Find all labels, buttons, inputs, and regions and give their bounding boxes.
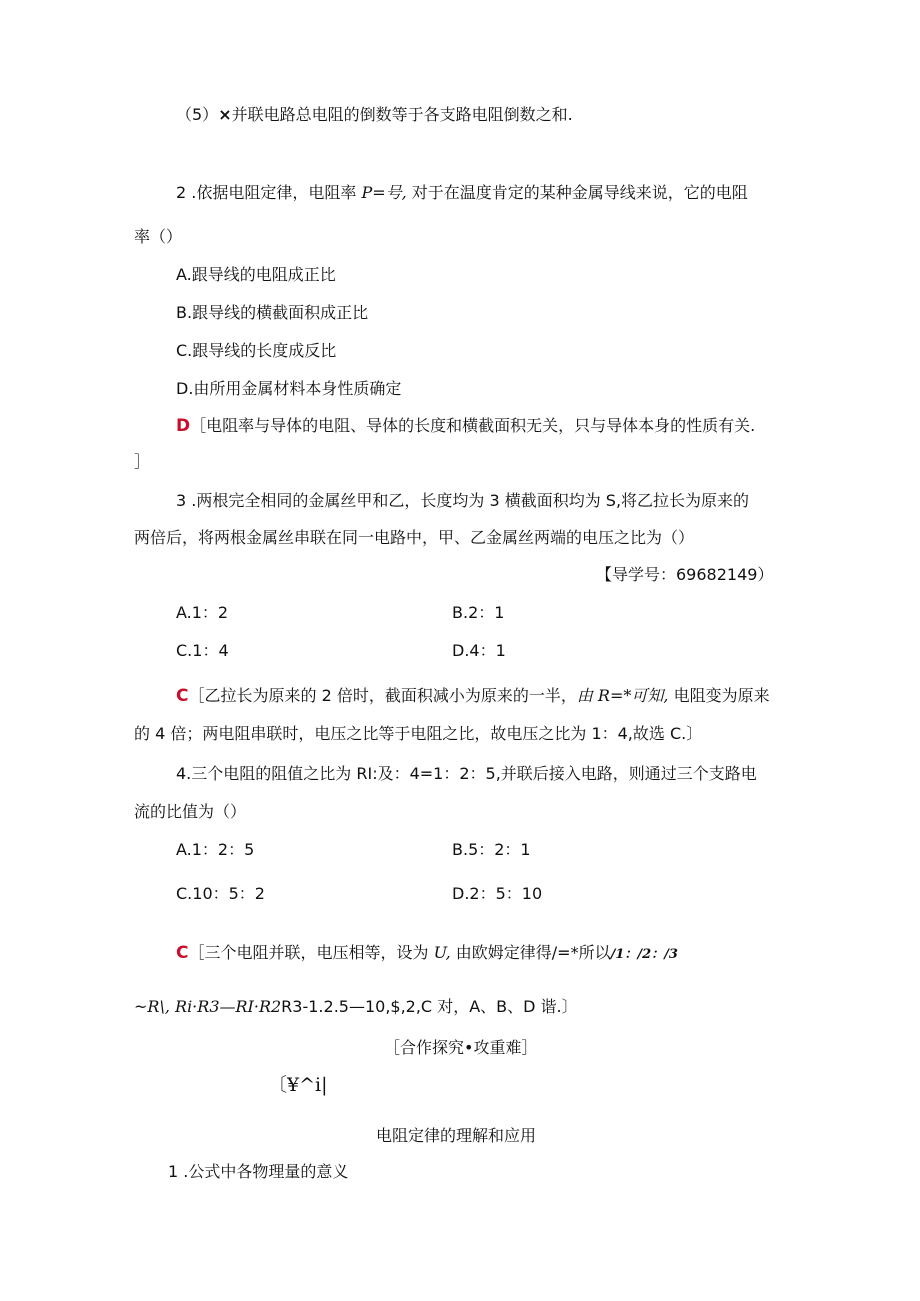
item-5-prefix: （5） <box>176 105 219 124</box>
q2-stem-cont: 率（） <box>134 227 183 246</box>
guide-number: 【导学号：69682149） <box>596 565 774 584</box>
q2-explanation-text: ［电阻率与导体的电阻、导体的长度和横截面积无关，只与导体本身的性质有关. <box>190 416 756 435</box>
q3-explanation-2: 的 4 倍；两电阻串联时，电压之比等于电阻之比，故电压之比为 1：4,故选 C.〕 <box>134 724 703 743</box>
q2-explanation-end: ］ <box>134 452 151 471</box>
point-1: 1 .公式中各物理量的意义 <box>168 1162 349 1181</box>
q4-option-a: A.1：2：5 <box>176 840 255 859</box>
q4-explanation-2 <box>134 997 578 1017</box>
item-5 <box>176 105 573 125</box>
q4-formula: ~R\, Ri·R3—RI·R2 <box>134 997 282 1016</box>
q4-stem-2: 流的比值为（） <box>134 802 247 821</box>
q2-stem-text: 2 .依据电阻定律，电阻率 <box>176 183 362 202</box>
q2-option-c: C.跟导线的长度成反比 <box>176 341 337 360</box>
q3-stem-1: 3 .两根完全相同的金属丝甲和乙，长度均为 3 横截面积均为 S,将乙拉长为原来的 <box>176 491 750 510</box>
q4-option-b: B.5：2：1 <box>452 840 531 859</box>
q4-variable-u: U, <box>433 943 451 962</box>
q2-stem <box>176 183 748 203</box>
q3-option-a: A.1：2 <box>176 603 229 622</box>
q2-answer: D <box>176 416 191 436</box>
q4-explanation-text-3: R3-1.2.5—10,$,2,C 对，A、B、D 谐.〕 <box>281 997 578 1016</box>
q4-current-ratio: /1：/2：/3 <box>610 947 678 962</box>
q2-stem-text-2: 对于在温度肯定的某种金属导线来说，它的电阻 <box>406 183 748 202</box>
q3-formula: 由 R=*可知, <box>576 686 669 705</box>
q4-explanation-text: ［三个电阻并联，电压相等，设为 <box>188 943 434 962</box>
q3-answer: C <box>176 686 189 706</box>
q2-option-d: D.由所用金属材料本身性质确定 <box>176 379 402 398</box>
q3-option-c: C.1：4 <box>176 641 229 660</box>
q2-formula: P=号, <box>361 183 407 202</box>
q3-option-b: B.2：1 <box>452 603 505 622</box>
q3-explanation-text-2: 电阻变为原来 <box>668 686 770 705</box>
section-subtitle: 电阻定律的理解和应用 <box>376 1126 537 1145</box>
q2-option-b: B.跟导线的横截面积成正比 <box>176 303 369 322</box>
section-mark: 〔¥^i| <box>268 1074 328 1096</box>
q2-option-a: A.跟导线的电阻成正比 <box>176 265 336 284</box>
item-5-text: 并联电路总电阻的倒数等于各支路电阻倒数之和. <box>231 105 573 124</box>
q3-stem-2: 两倍后，将两根金属丝串联在同一电路中，甲、乙金属丝两端的电压之比为（） <box>134 528 695 547</box>
q4-explanation-text-2: 由欧姆定律得/=*所以 <box>450 943 611 962</box>
cross-mark-icon: × <box>218 105 232 124</box>
q4-answer: C <box>176 943 189 963</box>
q3-explanation-text: ［乙拉长为原来的 2 倍时，截面积减小为原来的一半， <box>188 686 577 705</box>
q4-option-c: C.10：5：2 <box>176 884 265 903</box>
q4-explanation <box>176 943 678 965</box>
q4-option-d: D.2：5：10 <box>452 884 543 903</box>
q2-explanation <box>176 416 755 436</box>
section-title: ［合作探究•攻重难］ <box>384 1038 538 1057</box>
q3-explanation <box>176 686 770 706</box>
q4-stem-1: 4.三个电阻的阻值之比为 RI:及：4=1：2：5,并联后接入电路，则通过三个支路电 <box>176 764 757 783</box>
q3-option-d: D.4：1 <box>452 641 506 660</box>
